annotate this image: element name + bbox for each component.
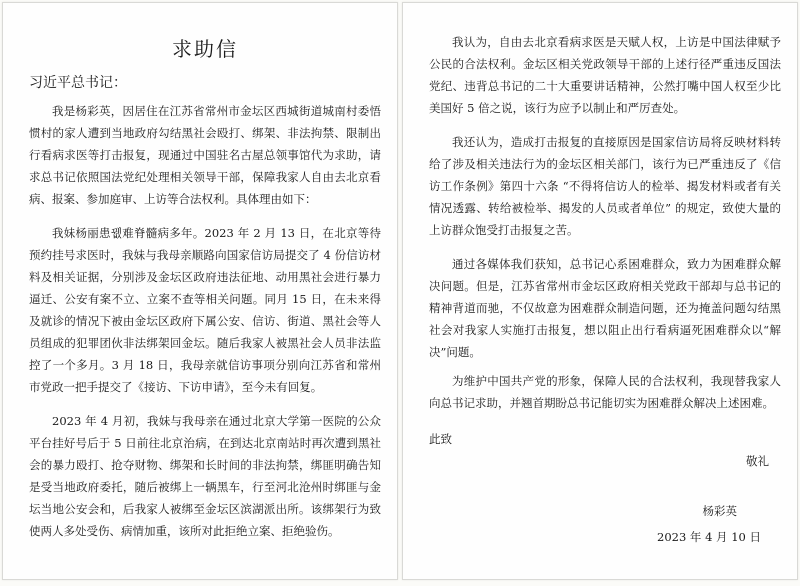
letter-date: 2023 年 4 月 10 日 — [657, 530, 761, 544]
paragraph-media: 通过各媒体我们获知，总书记心系困难群众，致力为困难群众解决问题。但是，江苏省常州市金坛区政府相关党政干部却与总书记的精神背道而驰，不仅故意为困难群众制造问题，还为掩盖问题勾结黑社会对我家人实施打击报复，想以阻止出行看病逼死困难群众以“解决”问题。 — [429, 257, 781, 359]
regards-text: 敬礼 — [746, 454, 769, 468]
paragraph-request: 为维护中国共产党的形象，保障人民的合法权利，我现替我家人向总书记求助，并翘首期盼总书记能切实为困难群众解决上述困难。 — [429, 374, 781, 410]
paragraph-cause: 我还认为，造成打击报复的直接原因是国家信访局将反映材料转给了涉及相关违法行为的金坛区相关部门，该行为已严重违反了《信访工作条例》第四十六条 “不得将信访人的检举、揭发材料或者有关情况透露、转给被检举、揭发的人员或者单位” 的规定，致使大量的上访群众饱受打击报复之苦。 — [429, 135, 781, 237]
letter-title: 求助信 — [172, 37, 238, 61]
letter-page-right — [402, 2, 798, 580]
letter-page-left — [2, 2, 398, 580]
paragraph-april-incident: 2023 年 4 月初，我妹与我母亲在通过北京大学第一医院的公众平台挂好号后于 5 日前往北京治病，在到达北京南站时再次遭到黑社会的暴力殴打、抢夺财物、绑架和长时间的非法拘禁，绑匪明确告知是受当地政府委托，随后被绑上一辆黑车，行至河北沧州时绑匪与金坛当地公安会和，后我家人被绑至金坛区滨湖派出所。该绑架行为致使两人多处受伤、病情加重，该所对此拒绝立案、拒绝验伤。 — [29, 414, 381, 538]
closing-text: 此致 — [429, 432, 452, 446]
paragraph-intro: 我是杨彩英，因居住在江苏省常州市金坛区西城街道城南村委悟惯村的家人遭到当地政府勾结黑社会殴打、绑架、非法拘禁、限制出行看病求医等打击报复，现通过中国驻名古屋总领事馆代为求助，请求总书记依照国法党纪处理相关领导干部，保障我家人自由去北京看病、报案、参加庭审、上访等合法权利。具体理由如下： — [29, 104, 381, 206]
paragraph-background: 我妹杨丽患뀂难脊髓病多年。2023 年 2 月 13 日，在北京等待预约挂号求医时，我妹与我母亲顺路向国家信访局提交了 4 份信访材料及相关证据，分别涉及金坛区政府违法征地、动用黑社会进行暴力逼迁、公安有案不立、立案不查等相关问题。同月 15 日，在未来得及就诊的情况下被由金坛区政府下属公安、信访、街道、黑社会等人员组成的犯罪团伙非法绑架回金坛。随后我家人被黑社会人员非法监控了一个多月。3 月 18 日，我母亲就信访事项分别向江苏省和常州市党政一把手提交了《接访、下访申请》，至今未有回复。 — [29, 226, 381, 394]
salutation: 习近平总书记： — [29, 75, 127, 91]
signature: 杨彩英 — [702, 504, 737, 518]
paragraph-rights: 我认为，自由去北京看病求医是天赋人权，上访是中国法律赋予公民的合法权利。金坛区相关党政领导干部的上述行径严重违反国法党纪、违背总书记的二十大重要讲话精神，公然打嘴中国人权至少比美国好 5 倍之说，该行为应予以制止和严厉查处。 — [429, 35, 781, 115]
